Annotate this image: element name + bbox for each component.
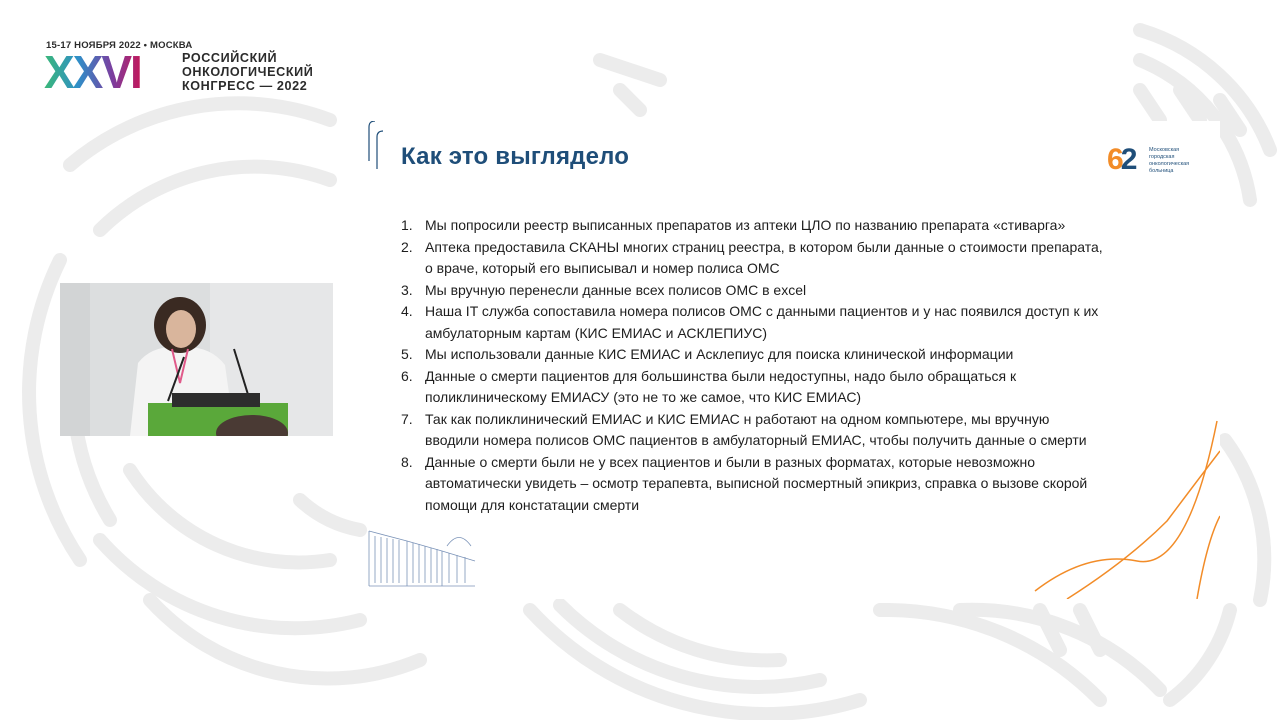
list-item-number: 4.	[401, 303, 413, 319]
list-item-line: Наша IT служба сопоставила номера полисов ОМС с данными пациентов и у нас появился доступ к их	[425, 303, 1099, 319]
speaker-video[interactable]	[60, 283, 333, 436]
list-item-line: помощи для констатации смерти	[425, 496, 640, 513]
list-item-line: о враче, который его выписывал и номер полиса ОМС	[425, 260, 780, 276]
presentation-slide	[367, 121, 1220, 599]
list-item-number: 6.	[401, 367, 413, 384]
list-item-number: 3.	[401, 281, 413, 298]
list-item-line: Аптека предоставила СКАНЫ многих страниц реестра, в котором были данные о стоимости препарата,	[425, 238, 1103, 255]
list-item	[401, 366, 1181, 409]
svg-text:XXVI: XXVI	[44, 52, 141, 92]
congress-name-line: ОНКОЛОГИЧЕСКИЙ	[182, 65, 314, 79]
list-item-line: амбулаторным картам (КИС ЕМИАС и АСКЛЕПИУС)	[425, 324, 767, 341]
hospital-logo-caption: Московская городская онкологическая больница	[1149, 147, 1190, 174]
list-item-number: 1.	[401, 217, 413, 233]
list-item-line: Мы вручную перенесли данные всех полисов ОМС в excel	[425, 281, 807, 298]
list-item-line: Мы использовали данные КИС ЕМИАС и Асклепиус для поиска клинической информации	[425, 346, 1014, 362]
list-item-number: 8.	[401, 453, 413, 470]
hospital-logo-number: 62	[1107, 143, 1135, 176]
list-item-number: 2.	[401, 238, 413, 255]
list-item-number: 5.	[401, 346, 413, 362]
list-item-line: поликлиническому ЕМИАСУ (это не то же самое, что КИС ЕМИАС)	[425, 389, 862, 405]
congress-logo	[44, 38, 344, 98]
congress-name	[182, 51, 313, 93]
list-item-line: Данные о смерти были не у всех пациентов и были в разных форматах, которые невозможно	[425, 453, 1035, 470]
list-item	[401, 301, 1181, 344]
list-item-line: Мы попросили реестр выписанных препаратов из аптеки ЦЛО по названию препарата «стиварга»	[425, 217, 1066, 233]
slide-item-list	[401, 215, 1181, 516]
congress-date: 15-17 НОЯБРЯ 2022 • МОСКВА	[46, 40, 193, 51]
slide-title: Как это выглядело	[401, 143, 630, 170]
congress-name-line: РОССИЙСКИЙ	[182, 51, 278, 65]
list-item-line: вводили номера полисов ОМС пациентов в амбулаторный ЕМИАС, чтобы получить данные о смерти	[425, 432, 1087, 448]
hospital-logo	[1107, 143, 1217, 179]
list-item	[401, 237, 1181, 280]
list-item	[401, 409, 1181, 452]
list-item-number: 7.	[401, 410, 413, 427]
list-item-line: автоматически увидеть – осмотр терапевта, выписной посмертный эпикриз, справка о вызове скорой	[425, 475, 1088, 491]
list-item-line: Данные о смерти пациентов для большинства были недоступны, надо было обращаться к	[425, 367, 1017, 384]
list-item	[401, 344, 1181, 366]
congress-name-line: КОНГРЕСС — 2022	[182, 79, 308, 93]
speaker-video-frame	[60, 283, 333, 436]
list-item-line: Так как поликлинический ЕМИАС и КИС ЕМИАС н работают на одном компьютере, мы вручную	[425, 410, 1050, 427]
list-item	[401, 280, 1181, 302]
list-item	[401, 215, 1181, 237]
roman-numeral-logo	[44, 52, 178, 92]
list-item	[401, 452, 1181, 517]
